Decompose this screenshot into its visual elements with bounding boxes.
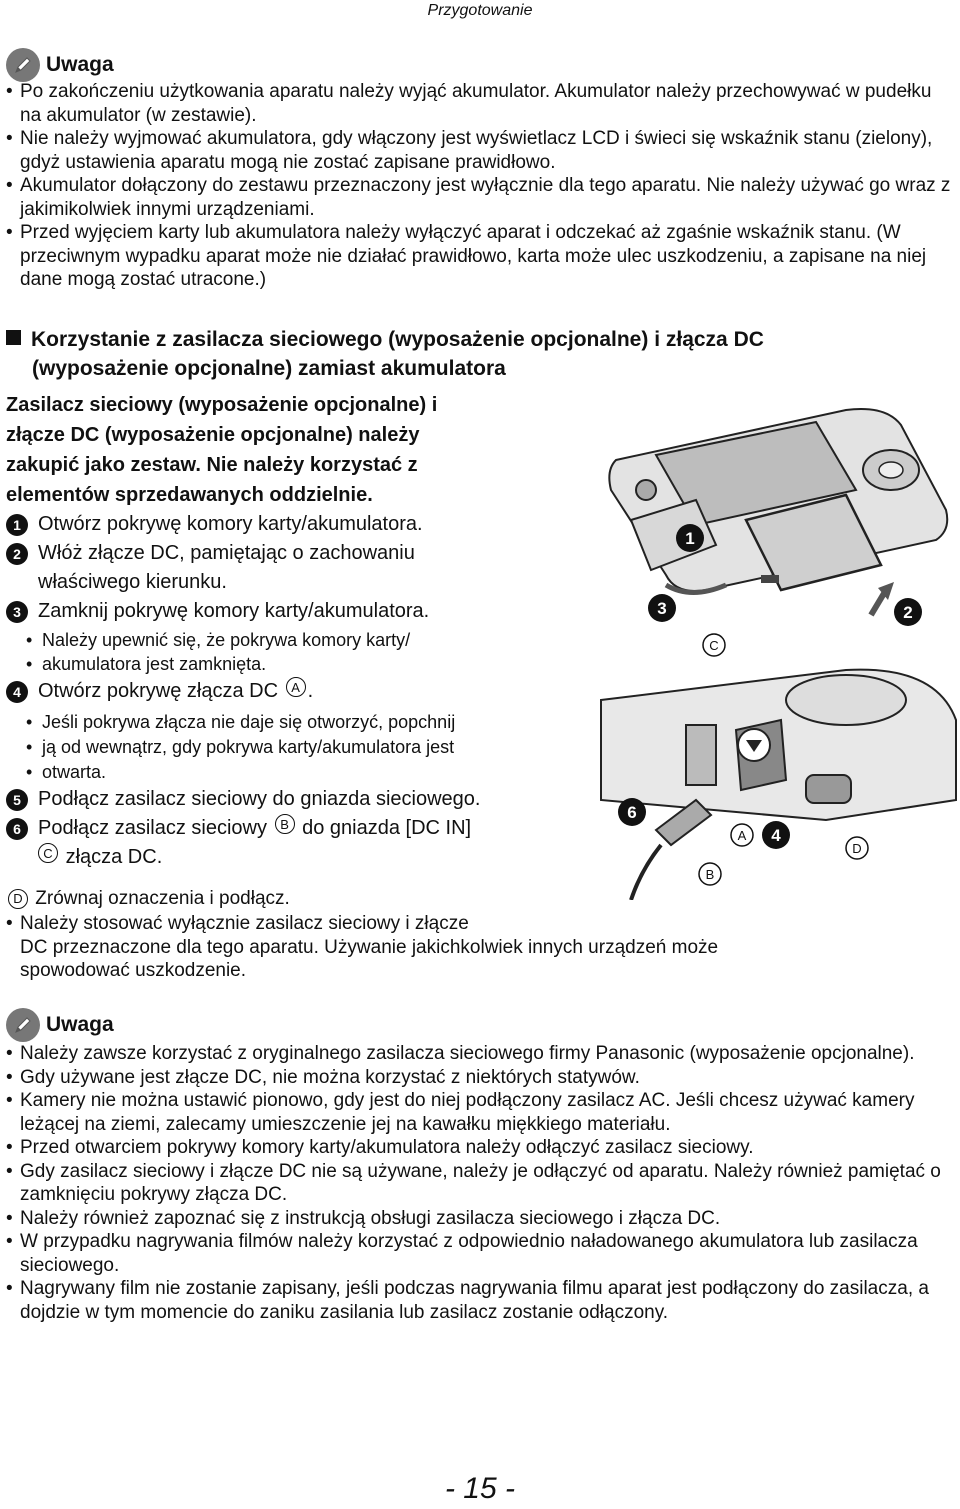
note-heading — [6, 48, 114, 82]
marker-3 — [648, 594, 676, 622]
list-item — [6, 912, 956, 983]
step-3-note-cont — [6, 652, 596, 677]
list-item: • Należy zawsze korzystać z oryginalnego zasilacza sieciowego firmy Panasonic (wyposażenie opcjonalne). — [6, 1042, 956, 1066]
marker-b-label: B — [705, 867, 715, 882]
step-text: do gniazda [DC IN] — [302, 817, 472, 839]
camera-illustration — [596, 400, 960, 900]
marker-2 — [894, 598, 922, 626]
page-header: Przygotowanie — [427, 2, 533, 19]
step-6-cont — [6, 843, 596, 872]
sub-text: akumulatora jest zamknięta. — [42, 654, 267, 674]
note-heading — [6, 1008, 114, 1042]
label-a-icon: A — [286, 677, 306, 697]
note-title: Uwaga — [46, 1013, 114, 1036]
marker-c — [703, 634, 725, 656]
step-3-note: • Należy upewnić się, że pokrywa komory karty/ — [6, 628, 596, 653]
intro-line: zakupić jako zestaw. Nie należy korzystać z — [6, 454, 418, 476]
step-text: Zamknij pokrywę komory karty/akumulatora. — [38, 600, 430, 622]
step-text: Podłącz zasilacz sieciowy do gniazda sieciowego. — [38, 788, 481, 810]
marker-4-label: 4 — [771, 826, 781, 845]
step-number: 3 — [6, 601, 28, 623]
square-bullet-icon — [6, 330, 21, 345]
intro-line: elementów sprzedawanych oddzielnie. — [6, 484, 373, 506]
step-6 — [6, 814, 596, 843]
step-2-cont: właściwego kierunku. — [38, 571, 227, 593]
intro-paragraph — [6, 390, 566, 510]
marker-6 — [618, 798, 646, 826]
list-item: • Należy również zapoznać się z instrukcją obsługi zasilacza sieciowego i złącza DC. — [6, 1207, 956, 1231]
step-2 — [6, 539, 596, 568]
step-text: Włóż złącze DC, pamiętając o zachowaniu — [38, 542, 415, 564]
label-b-icon: B — [275, 814, 295, 834]
label-c-icon: C — [38, 843, 58, 863]
marker-2-label: 2 — [903, 603, 913, 622]
step-text: Otwórz pokrywę komory karty/akumulatora. — [38, 513, 423, 535]
step-4-note: • Jeśli pokrywa złącza nie daje się otworzyć, popchnij — [6, 710, 596, 735]
label-d-icon: D — [8, 889, 28, 909]
step-4-note-cont — [6, 735, 596, 760]
list-item: • Po zakończeniu użytkowania aparatu należy wyjąć akumulator. Akumulator należy przechowywać w pudełku na akumulator (w zestawie). — [6, 80, 956, 127]
list-item: • Gdy zasilacz sieciowy i złącze DC nie są używane, należy je odłączyć od aparatu. Należy również pamiętać o zamknięciu pokrywy złącza DC. — [6, 1160, 956, 1207]
intro-line: złącze DC (wyposażenie opcjonalne) należy — [6, 424, 420, 446]
intro-line: Zasilacz sieciowy (wyposażenie opcjonalne) i — [6, 394, 438, 416]
step-text: złącza DC. — [65, 846, 163, 868]
marker-b — [699, 863, 721, 885]
marker-1 — [676, 524, 704, 552]
step-3 — [6, 597, 596, 626]
line: spowodować uszkodzenie. — [20, 960, 247, 981]
step-5 — [6, 785, 596, 814]
marker-6-label: 6 — [627, 803, 637, 822]
marker-c-label: C — [709, 638, 719, 653]
marker-d-label: D — [852, 841, 862, 856]
note1-list — [6, 80, 956, 292]
marker-a-label: A — [737, 828, 747, 843]
step-number: 6 — [6, 818, 28, 840]
step-number: 2 — [6, 543, 28, 565]
marker-d — [846, 837, 868, 859]
line: DC przeznaczone dla tego aparatu. Używanie jakichkolwiek innych urządzeń może — [20, 936, 719, 958]
step-number: 1 — [6, 514, 28, 536]
dc-warning — [6, 912, 956, 983]
d-caption — [6, 888, 290, 910]
marker-a — [731, 824, 753, 846]
d-text: Zrównaj oznaczenia i podłącz. — [35, 888, 290, 909]
step-text: Podłącz zasilacz sieciowy — [38, 817, 267, 839]
list-item: • Gdy używane jest złącze DC, nie można korzystać z niektórych statywów. — [6, 1066, 956, 1090]
pencil-icon — [6, 1008, 40, 1042]
section-title — [6, 325, 956, 383]
steps — [6, 510, 596, 872]
list-item: • Nie należy wyjmować akumulatora, gdy włączony jest wyświetlacz LCD i świeci się wskaźnik stanu (zielony), gdyż ustawienia aparatu mogą nie zostać zapisane prawidłowo. — [6, 127, 956, 174]
list-item: • Akumulator dołączony do zestawu przeznaczony jest wyłącznie dla tego aparatu. Nie należy używać go wraz z jakimikolwiek innymi urządzeniami. — [6, 174, 956, 221]
section-title-line: Korzystanie z zasilacza sieciowego (wyposażenie opcjonalne) i złącza DC — [31, 328, 764, 351]
step-number: 5 — [6, 789, 28, 811]
list-item: • Nagrywany film nie zostanie zapisany, jeśli podczas nagrywania filmu aparat jest podłączony do zasilacza, a dojdzie w tym momencie do zaniku zasilania lub zasilacz zostanie odłączony. — [6, 1277, 956, 1324]
step-4: 4 Otwórz pokrywę złącza DC A . — [6, 677, 596, 706]
list-item: • Kamery nie można ustawić pionowo, gdy jest do niej podłączony zasilacz AC. Jeśli chcesz używać kamery leżącej na ziemi, zalecamy umieszczenie jej na kawałku miękkiego materiału. — [6, 1089, 956, 1136]
page-number: - 15 - — [444, 1472, 516, 1505]
pencil-icon — [6, 48, 40, 82]
step-text: Otwórz pokrywę złącza DC — [38, 680, 279, 702]
note2-list — [6, 1042, 956, 1324]
marker-3-label: 3 — [657, 599, 667, 618]
sub-text: ją od wewnątrz, gdy pokrywa karty/akumulatora jest — [42, 737, 455, 757]
list-item: • Przed wyjęciem karty lub akumulatora należy wyłączyć aparat i odczekać aż zgaśnie wskaźnik stanu. (W przeciwnym wypadku aparat może nie działać prawidłowo, karta może ulec uszkodzeniu, a zapisane na niej dane mogą zostać utracone.) — [6, 221, 956, 292]
list-item: • Przed otwarciem pokrywy komory karty/akumulatora należy odłączyć zasilacz sieciowy. — [6, 1136, 956, 1160]
step-1 — [6, 510, 596, 539]
step-number: 4 — [6, 681, 28, 703]
section-title-line: (wyposażenie opcjonalne) zamiast akumulatora — [32, 357, 506, 380]
note-title: Uwaga — [46, 53, 114, 76]
list-item: • W przypadku nagrywania filmów należy korzystać z odpowiednio naładowanego akumulatora lub zasilacza sieciowego. — [6, 1230, 956, 1277]
line: Należy stosować wyłącznie zasilacz sieciowy i złącze — [20, 913, 469, 934]
sub-text: otwarta. — [42, 762, 107, 782]
step-4-note-cont — [6, 760, 596, 785]
marker-1-label: 1 — [685, 529, 695, 548]
marker-4 — [762, 821, 790, 849]
